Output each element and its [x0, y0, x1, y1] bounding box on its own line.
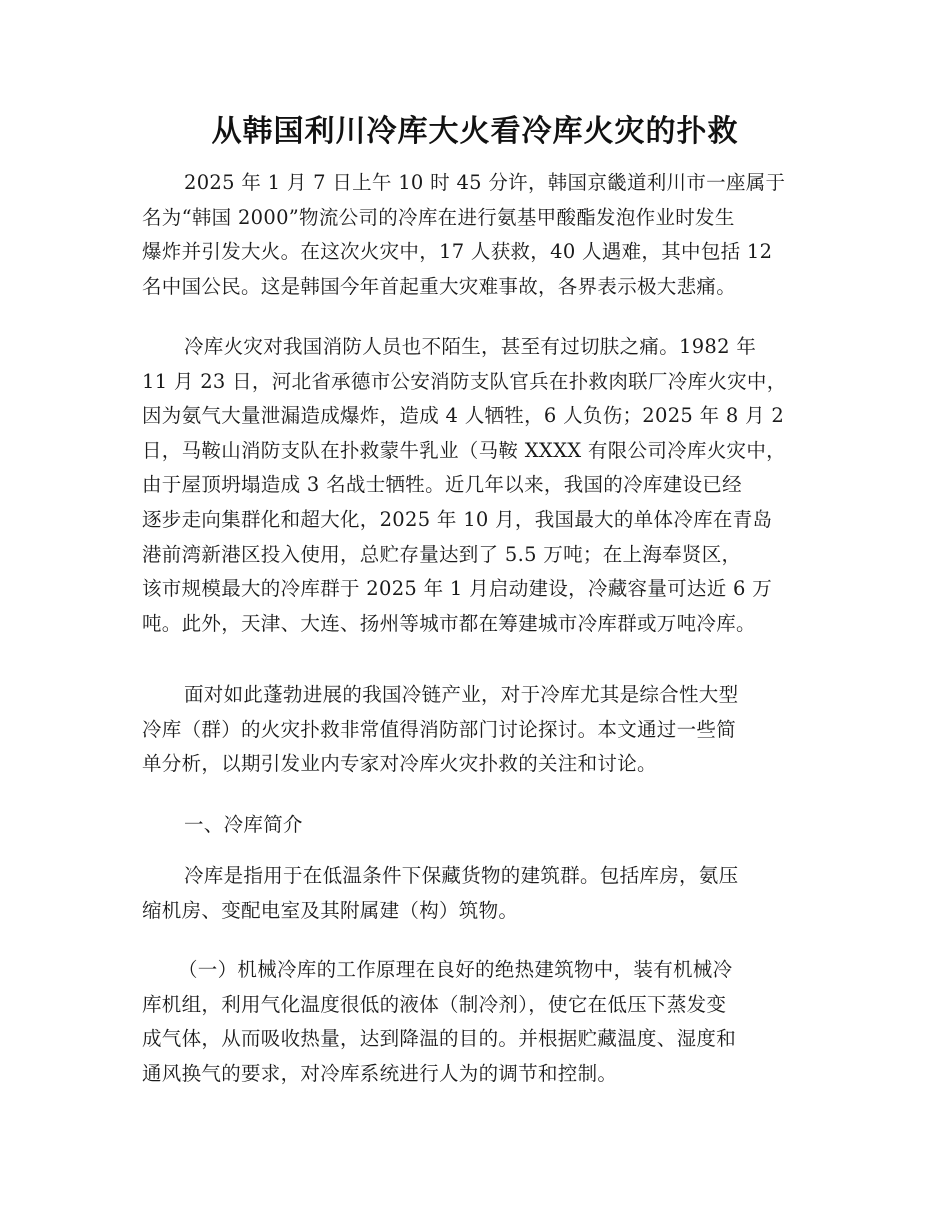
paragraph-line: 通风换气的要求，对冷库系统进行人为的调节和控制。	[142, 1061, 618, 1085]
paragraph-4	[142, 859, 812, 928]
paragraph-line: 面对如此蓬勃进展的我国冷链产业，对于冷库尤其是综合性大型	[184, 683, 739, 706]
paragraph-3	[142, 678, 812, 782]
paragraph-line: 成气体，从而吸收热量，达到降温的目的。并根据贮藏温度、湿度和	[142, 1027, 737, 1051]
paragraph-line: 2025 年 1 月 7 日上午 10 时 45 分许，韩国京畿道利川市一座属于	[184, 171, 786, 194]
paragraph-line: 爆炸并引发大火。在这次火灾中，17 人获救，40 人遇难，其中包括 12	[142, 240, 773, 264]
paragraph-line: （一）机械冷库的工作原理在良好的绝热建筑物中，装有机械冷	[178, 958, 733, 981]
paragraph-line: 11 月 23 日，河北省承德市公安消防支队官兵在扑救肉联厂冷库火灾中，	[142, 369, 787, 393]
paragraph-line: 冷库是指用于在低温条件下保藏货物的建筑群。包括库房，氨压	[184, 864, 739, 887]
paragraph-line: 名为“韩国 2000”物流公司的冷库在进行氨基甲酸酯发泡作业时发生	[142, 205, 735, 229]
paragraph-line: 冷库（群）的火灾扑救非常值得消防部门讨论探讨。本文通过一些简	[142, 717, 737, 741]
document-title: 从韩国利川冷库大火看冷库火灾的扑救	[211, 114, 739, 149]
paragraph-line: 缩机房、变配电室及其附属建（构）筑物。	[142, 898, 519, 922]
paragraph-line: 该市规模最大的冷库群于 2025 年 1 月启动建设，冷藏容量可达近 6 万	[142, 577, 773, 601]
paragraph-line: 单分析，以期引发业内专家对冷库火灾扑救的关注和讨论。	[142, 752, 657, 776]
paragraph-line: 库机组，利用气化温度很低的液体（制冷剂），使它在低压下蒸发变	[142, 992, 727, 1016]
paragraph-line: 冷库火灾对我国消防人员也不陌生，甚至有过切肤之痛。1982 年	[184, 335, 757, 358]
paragraph-line: 因为氨气大量泄漏造成爆炸，造成 4 人牺牲，6 人负伤；2025 年 8 月 2	[142, 404, 785, 428]
paragraph-line: 名中国公民。这是韩国今年首起重大灾难事故，各界表示极大悲痛。	[142, 274, 737, 298]
section-heading: 一、冷库简介	[184, 813, 303, 836]
paragraph-5	[142, 953, 812, 1091]
paragraph-line: 日，马鞍山消防支队在扑救蒙牛乳业（马鞍 XXXX 有限公司冷库火灾中，	[142, 438, 786, 462]
paragraph-line: 由于屋顶坍塌造成 3 名战士牺牲。近几年以来，我国的冷库建设已经	[142, 473, 742, 497]
paragraph-line: 逐步走向集群化和超大化，2025 年 10 月，我国最大的单体冷库在青岛	[142, 507, 773, 531]
paragraph-line: 吨。此外，天津、大连、扬州等城市都在筹建城市冷库群或万吨冷库。	[142, 611, 756, 635]
paragraph-2	[142, 330, 812, 641]
paragraph-line: 港前湾新港区投入使用，总贮存量达到了 5.5 万吨；在上海奉贤区，	[142, 542, 742, 566]
paragraph-1	[142, 166, 812, 304]
